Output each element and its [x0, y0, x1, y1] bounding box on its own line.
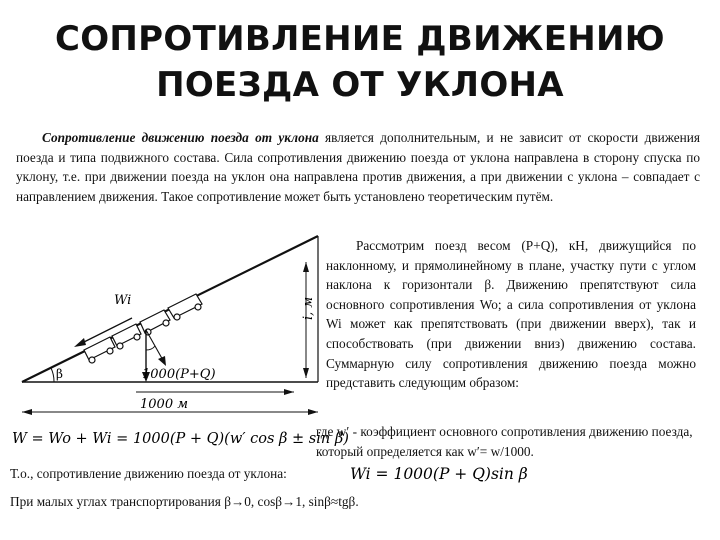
- formula-total-text: W = Wo + Wi = 1000(P + Q)(w′ cos β ± sin β): [12, 431, 349, 447]
- wheel: [174, 314, 180, 320]
- conclusion-line: Т.о., сопротивление движению поезда от уклона:: [10, 466, 287, 481]
- length-arrow-right: [308, 409, 318, 415]
- train: [84, 294, 202, 363]
- intro-paragraph: [16, 128, 700, 206]
- wheel: [195, 304, 201, 310]
- height-label: i, м: [301, 296, 316, 320]
- wheel: [163, 320, 169, 326]
- explanation-paragraph: [326, 236, 696, 393]
- height-arrow-top: [303, 262, 309, 272]
- wi-label: Wi: [114, 293, 132, 308]
- page-title: [0, 16, 720, 108]
- beta-label: β: [56, 367, 63, 381]
- wheel: [89, 357, 95, 363]
- slope-diagram: [14, 232, 324, 424]
- intro-lead: Сопротивление движению поезда от уклона: [42, 130, 319, 145]
- force-dim-arrow: [284, 389, 294, 395]
- beta-arc: [51, 368, 54, 382]
- explanation-text: Рассмотрим поезд весом (P+Q), кН, движущийся по наклонному, и прямолинейному в плане, участку пути с углом наклона к горизонтали β. Движению препятствуют сила основного сопротивления Wo; а сила сопротивления от уклона Wi может как препятствовать (при движении вверх), так и способствовать (при движении вниз) движению состава. Суммарную силу сопротивления движению поезда можно представить следующим образом:: [326, 238, 696, 391]
- angle-mark-top: [146, 346, 155, 350]
- normal-arrow-head: [158, 356, 166, 366]
- formula-total-resistance: [10, 422, 349, 452]
- length-label: 1000 м: [140, 397, 188, 412]
- small-angle-note: При малых углах транспортирования β→0, cosβ→1, sinβ≈tgβ.: [10, 494, 359, 509]
- wheel: [134, 334, 140, 340]
- length-arrow-left: [22, 409, 32, 415]
- force-label: 1000(P+Q): [142, 367, 216, 382]
- wi-arrow-head: [74, 338, 86, 347]
- title-line-2: ПОЕЗДА ОТ УКЛОНА: [156, 65, 564, 105]
- intro-text: является дополнительным, и не зависит от скорости движения поезда и типа подвижного состава. Сила сопротивления движению поезда от уклона направлена в сторону спуска по уклону, т.е. при движении поезда на уклон она направлена против движения, а при движении с уклона – совпадает с направлением движения. Такое сопротивление может быть установлено теоретическим путём.: [16, 130, 700, 204]
- wheel: [117, 343, 123, 349]
- wheel: [107, 348, 113, 354]
- formula-slope-text: Wi = 1000(P + Q)sin β: [350, 465, 528, 483]
- title-line-1: СОПРОТИВЛЕНИЕ ДВИЖЕНИЮ: [54, 19, 666, 59]
- formula-note: где w′ - коэффициент основного сопротивления движению поезда, который определяется как w′= w/1000.: [316, 424, 693, 459]
- height-arrow-bottom: [303, 368, 309, 378]
- formula-slope-resistance: [348, 456, 528, 490]
